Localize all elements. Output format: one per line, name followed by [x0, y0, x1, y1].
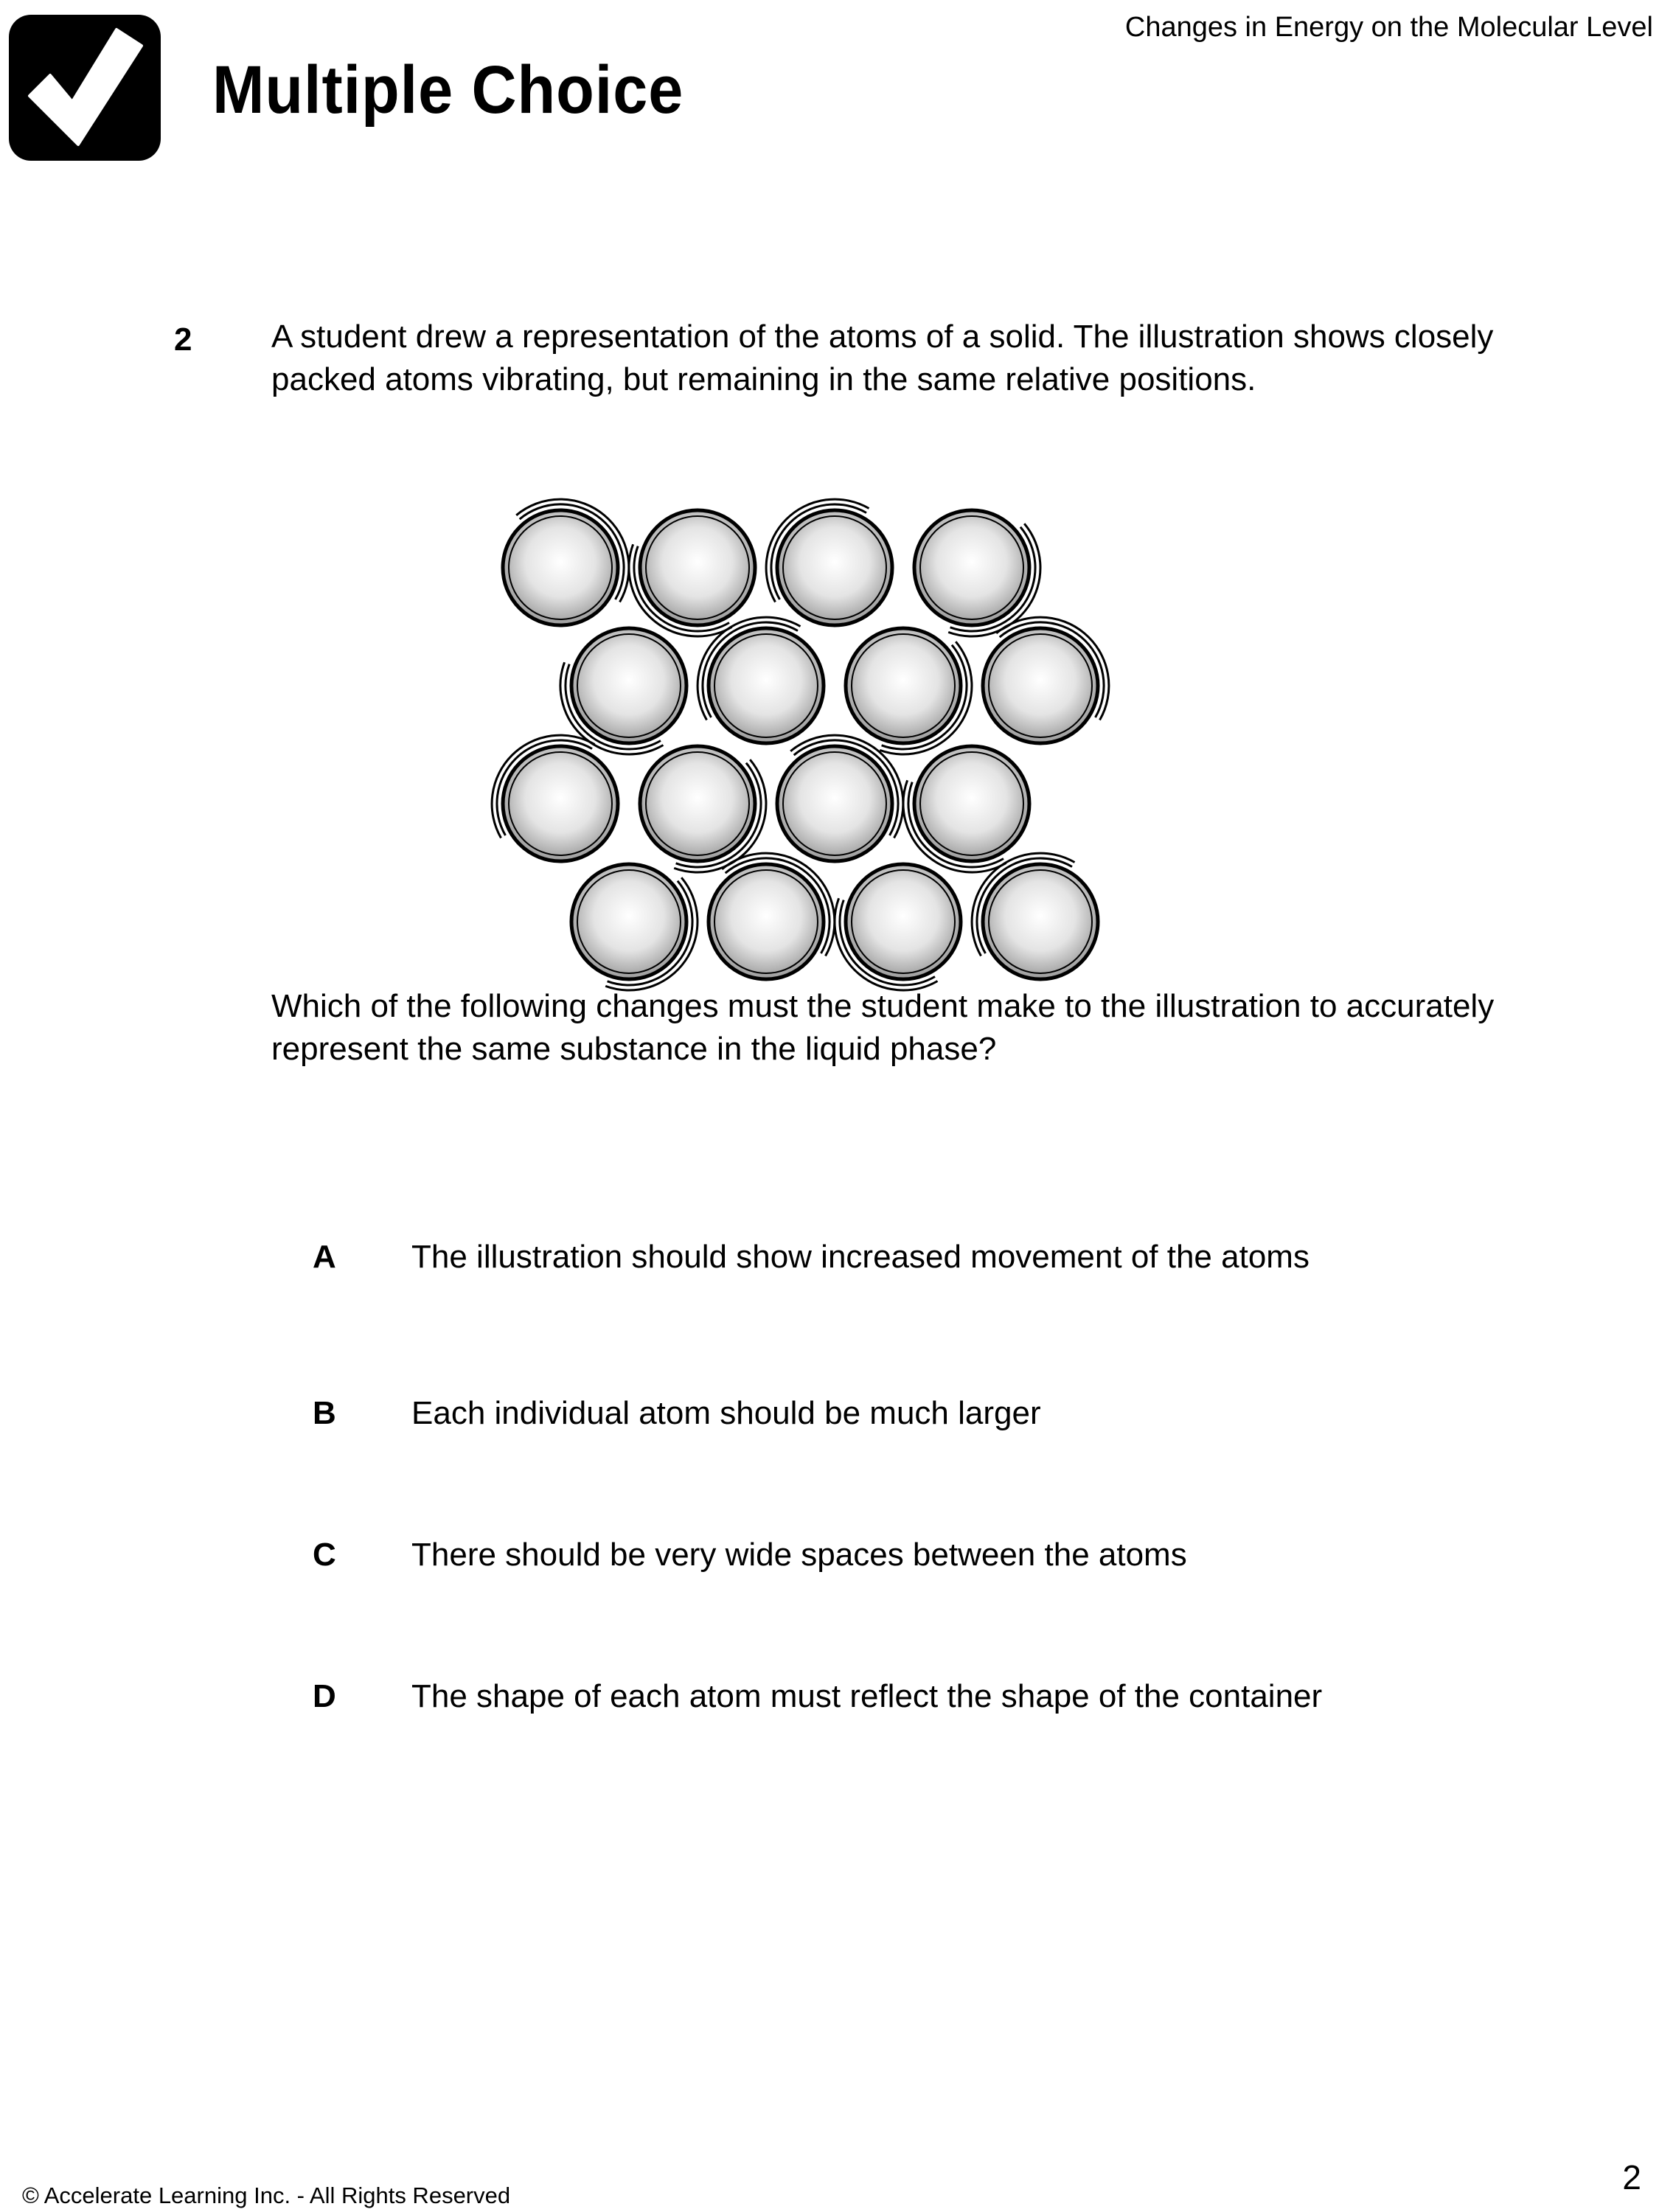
header-topic: Changes in Energy on the Molecular Level: [1124, 12, 1653, 43]
choice-text: There should be very wide spaces between the atoms: [411, 1537, 1187, 1573]
section-title: Multiple Choice: [212, 52, 684, 128]
question-stem: A student drew a representation of the atoms of a solid. The illustration shows closely packed atoms vibrating, but remaining in the same relative positions.: [271, 319, 1494, 397]
atom: [640, 746, 766, 872]
choice-letter: D: [313, 1678, 336, 1714]
answer-choice-d[interactable]: [0, 1678, 1659, 1730]
atom: [709, 853, 835, 979]
atom: [698, 617, 824, 743]
checkmark-icon: [7, 13, 162, 162]
atom: [766, 499, 892, 625]
answer-choice-b[interactable]: [0, 1395, 1659, 1447]
atom: [914, 510, 1040, 636]
choice-text: The shape of each atom must reflect the shape of the container: [411, 1678, 1323, 1714]
choice-letter: B: [313, 1395, 336, 1431]
atom: [492, 735, 618, 861]
atom: [983, 617, 1109, 743]
choice-text: Each individual atom should be much larger: [411, 1395, 1041, 1431]
atom: [972, 853, 1098, 979]
atom: [629, 510, 755, 636]
page-number: 2: [1622, 2158, 1641, 2197]
atom: [571, 864, 698, 990]
choice-letter: A: [313, 1239, 336, 1275]
atoms-illustration: [487, 494, 1135, 995]
footer-copyright: © Accelerate Learning Inc. - All Rights Reserved: [22, 2183, 511, 2208]
atom: [777, 735, 903, 861]
question-prompt: Which of the following changes must the student make to the illustration to accurately represent the same substance in the liquid phase?: [271, 988, 1495, 1067]
atom: [560, 628, 686, 754]
question-number: 2: [174, 321, 192, 358]
atom: [503, 499, 629, 625]
choice-text: The illustration should show increased movement of the atoms: [411, 1239, 1310, 1275]
answer-choice-a[interactable]: [0, 1239, 1659, 1290]
atom: [903, 746, 1029, 872]
atom: [835, 864, 961, 990]
atom: [846, 628, 972, 754]
choice-letter: C: [313, 1537, 336, 1573]
answer-choice-c[interactable]: [0, 1537, 1659, 1588]
